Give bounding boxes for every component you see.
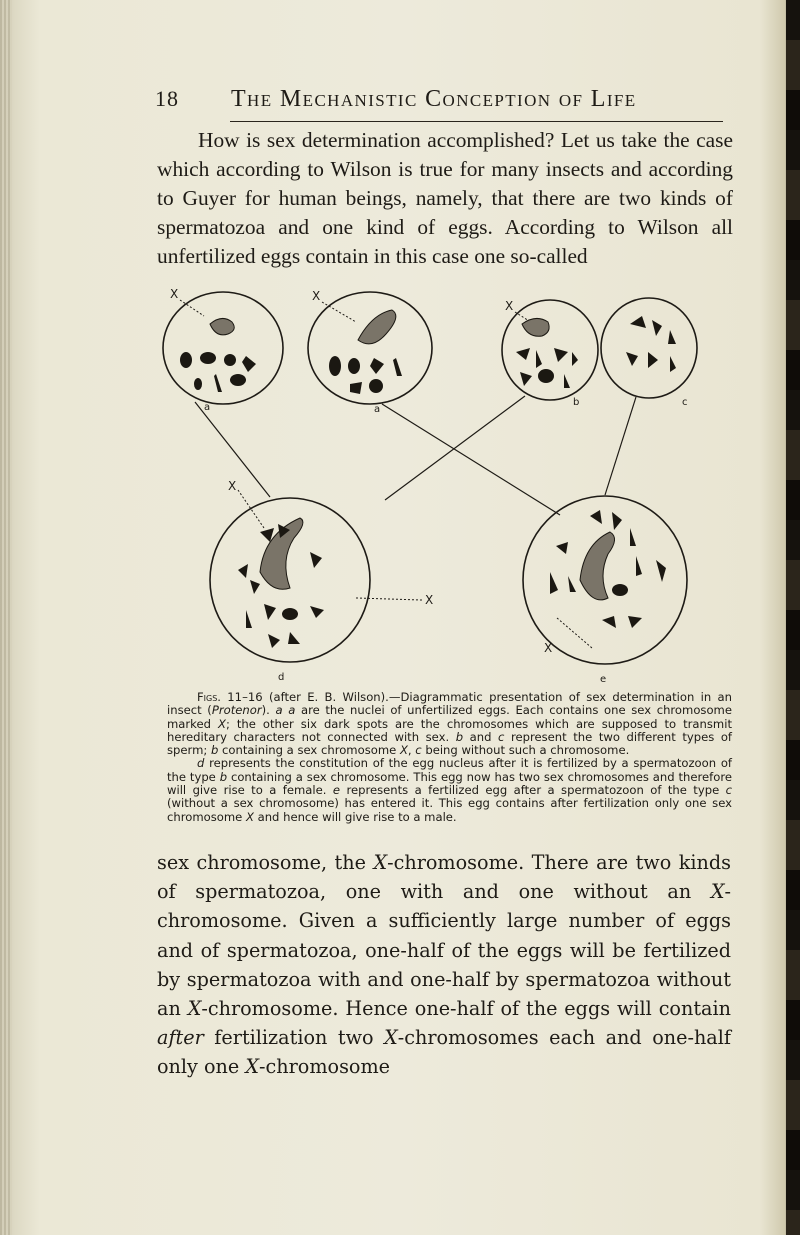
page-number: 18 [155, 86, 179, 111]
label-d: d [278, 672, 285, 683]
label-x-egg-left: X [170, 287, 179, 301]
label-e: e [600, 674, 607, 685]
paragraph-continued: sex chromosome, the X-chromosome. There are two kinds of spermatozoa, one with and one without an X-chromosome. Given a sufficiently large number of eggs and of spermatozoa, one-half of the eggs will be fertilized by spermatozoa with and one-half by spermatozoa without an X-chromosome. Hence one-half of the eggs will contain after fertilization two X-chromosomes each and one-half only one X-chromosome [157, 851, 731, 1079]
caption-paragraph-2: d represents the constitution of the egg nucleus after it is fertilized by a spermatozoon of the type b containing a sex chromosome. This egg now has two sex chromosomes and therefore will give rise to a female. e represents a fertilized egg after a spermatozoon of the type c (without a sex chromosome) has entered it. This egg contains after fertilization only one sex chromosome X and hence will give rise to a male. [167, 756, 733, 824]
label-x-sperm-b: X [505, 299, 514, 313]
caption-paragraph-1: Figs. 11–16 (after E. B. Wilson).—Diagrammatic presentation of sex determination in an insect (Protenor). a a are the nuclei of unfertilized eggs. Each contains one sex chromosome marked X; the other six dark spots are the chromosomes which are supposed to transmit hereditary characters not connected with sex. b and c represent the two different types of sperm; b containing a sex chromosome X, c being without such a chromosome. [167, 690, 733, 758]
label-c: c [682, 397, 688, 408]
line-b-to-d [385, 396, 525, 500]
paragraph-intro: How is sex determination accomplished? Let us take the case which according to Wilson is true for many insects and according to Guyer for human beings, namely, that there are two kinds of spermatozoa and one kind of eggs. According to Wilson all unfertilized eggs contain in this case one so-called [157, 128, 733, 268]
label-x-egg-d: X [228, 479, 237, 493]
sperm-b [502, 300, 598, 400]
running-head: The Mechanistic Conception of Life [231, 86, 637, 112]
header-rule [230, 121, 723, 122]
label-a-right: a [374, 404, 381, 415]
egg-a-left [163, 292, 283, 404]
label-a-left: a [204, 402, 211, 413]
line-c-to-e [605, 397, 636, 495]
book-edge-shadow [786, 0, 800, 1235]
sperm-c [601, 298, 697, 398]
label-x-egg-right: X [312, 289, 321, 303]
page-binding-edge [0, 0, 12, 1235]
line-a-to-e [382, 404, 560, 515]
figure-caption [167, 691, 732, 824]
label-x-egg-e: X [544, 641, 553, 655]
label-x-egg-d-right: X [425, 593, 434, 607]
label-b: b [573, 397, 580, 408]
chromosome-figure [160, 280, 720, 690]
